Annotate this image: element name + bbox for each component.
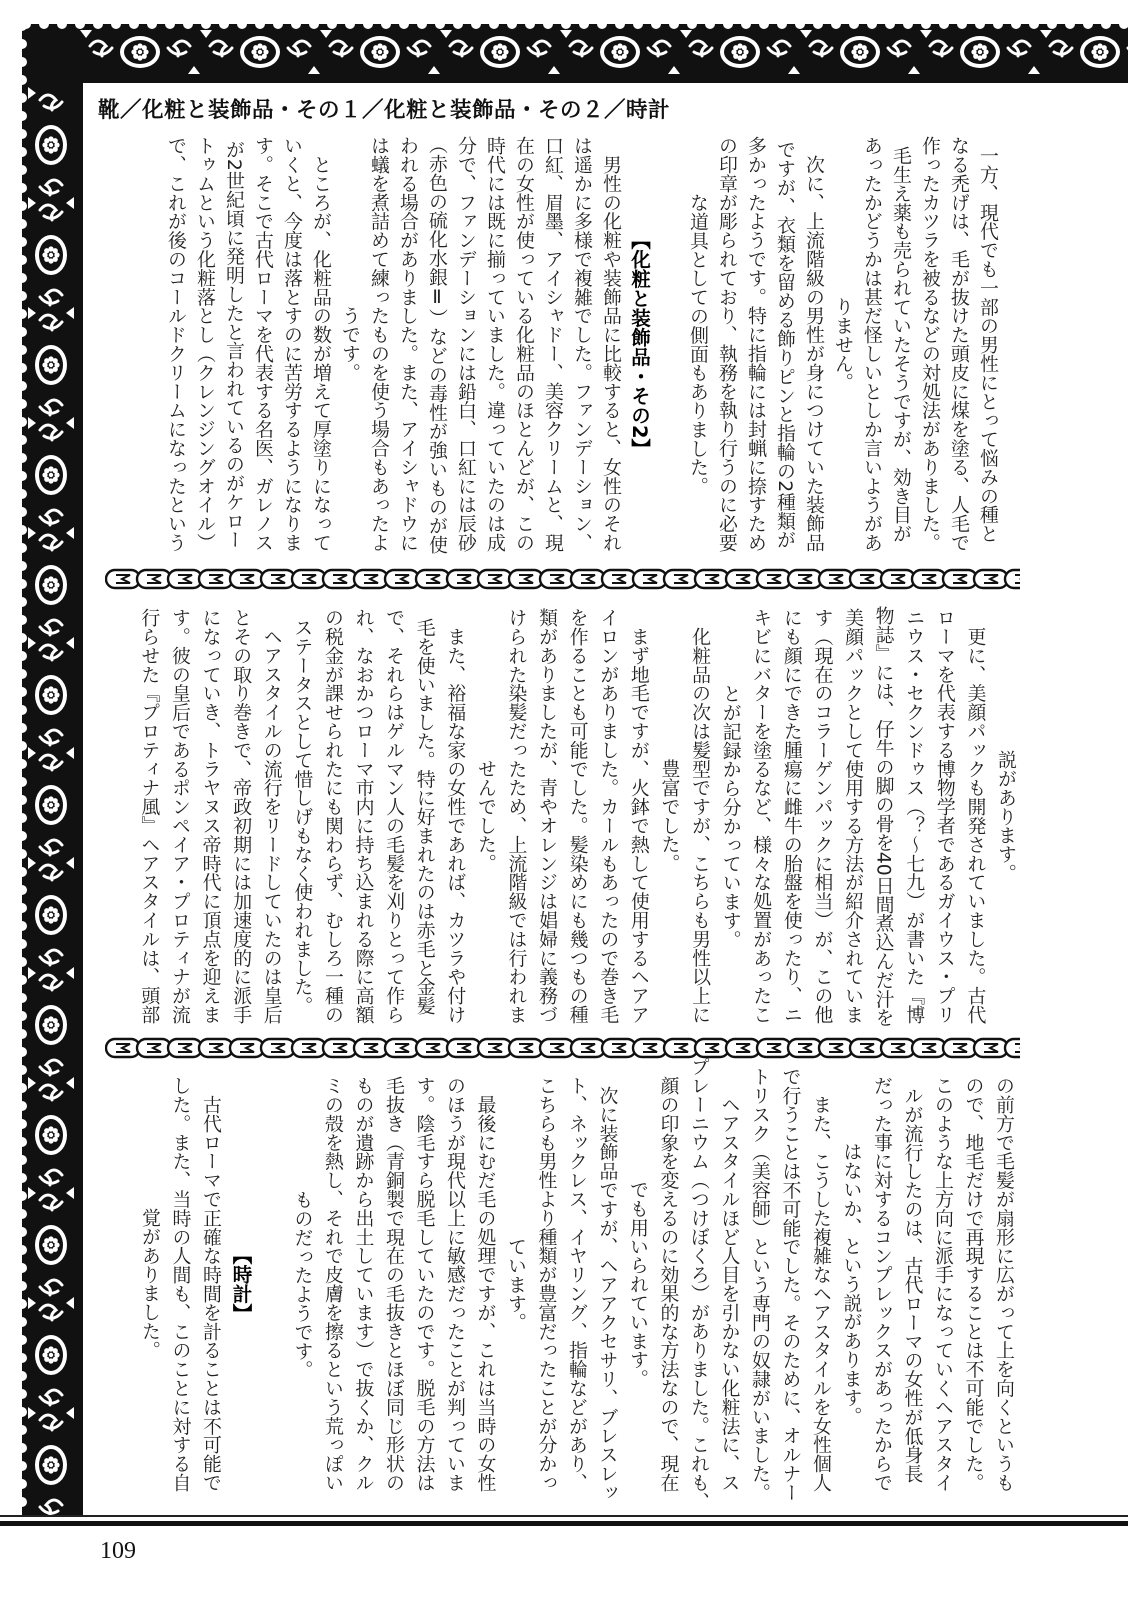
chain-link [912,1039,946,1057]
text-line: （赤色の硫化水銀Ⅱ）などの毒性が強いものが使 [426,134,448,554]
text-line: 美顔パックとして使用する方法が紹介されていま [842,608,865,1024]
chain-divider [105,566,1020,592]
text-line: 多かったようです。特に指輪には封蝋に捺すため [745,136,767,552]
text-line: 作ったカツラを被るなどの対処法がありました。 [919,136,941,552]
chain-link [633,1039,667,1057]
rosette-icon [960,36,1000,68]
footer-rule-thick [0,1521,1128,1526]
rosette-icon [480,36,520,68]
chain-link [602,570,636,588]
text-line: 一方、現代でも一部の男性にとって悩みの種と [977,145,999,543]
text-line: ニウス・セクンドゥス（？～七九）が書いた『博 [903,608,926,1024]
rosette-icon [35,785,67,825]
text-block-top [156,135,997,553]
chain-link [819,570,853,588]
text-line: ローマを代表する博物学者であるガイウス・プリ [933,608,956,1024]
text-line: ヘアスタイルほど人目を引かない化粧法に、ス [718,1076,741,1492]
text-line: で行うことは不可能でした。そのために、オルナー [779,1066,802,1502]
text-line: はないか、という説があります。 [840,1142,863,1426]
text-line: 豊富でした。 [658,759,681,873]
chain-link [416,570,450,588]
rosette-icon [720,36,760,68]
chain-link [106,570,140,588]
chain-link [230,1039,264,1057]
chain-link [230,570,264,588]
chain-link [943,1039,977,1057]
text-line: ので、地毛だけで再現することは不可能でした。 [962,1076,985,1492]
chain-link [323,570,357,588]
text-line: な道具としての側面もありました。 [687,192,709,496]
blank-line [251,1075,282,1493]
chain-link [819,1039,853,1057]
text-line: 毛抜き（青銅製で現在の毛抜きとほぼ同じ形状の [383,1076,405,1492]
text-line: 類がありましたが、青やオレンジは娼婦に義務づ [536,608,559,1024]
chain-link [757,570,791,588]
text-line: ですが、衣類を留める飾りピンと指輪の2種類が [774,139,796,549]
text-line: 次に装飾品ですが、ヘアアクセサリ、ブレスレッ [596,1066,619,1502]
text-line: りません。 [832,296,854,392]
chain-link [323,1039,357,1057]
text-line: いくと、今度は落とすのに苦労するようになりま [281,136,303,552]
text-line: は蟻を煮詰めて練ったものを使う場合もあったよ [368,136,390,552]
text-line: トリスク（美容師）という専門の奴隷がいました。 [749,1066,771,1502]
text-line: プレーニウム（つけぼくろ）がありました。これも、 [688,1057,710,1511]
rosette-icon [35,1225,67,1265]
text-line: だった事に対するコンプレックスがあったからで [871,1076,893,1492]
chain-divider [105,1035,1020,1061]
rosette-icon [35,455,67,495]
chain-link [540,1039,574,1057]
text-line: ています。 [505,1236,527,1332]
text-line: なる禿げは、毛が抜けた頭皮に煤を塗る、人毛で [948,136,970,552]
text-line: 次に、上流階級の男性が身につけていた装飾品 [803,136,825,552]
chain-link [199,570,233,588]
rosette-icon [1080,36,1120,68]
chain-link [540,570,574,588]
rosette-icon [35,1335,67,1375]
text-line: で、それらはゲルマン人の毛髪を刈りとって作ら [383,608,406,1024]
chain-link [571,1039,605,1057]
text-line: 古代ローマで正確な時間を計ることは不可能で [200,1076,222,1492]
rosette-icon [35,1115,67,1155]
text-line: 時代には既に揃っていました。違っていたのは成 [484,136,506,552]
chain-link [447,570,481,588]
text-line: また、裕福な家の女性であれば、カツラや付け [444,608,467,1024]
text-line: でも用いられています。 [627,1180,649,1388]
chain-link [447,1039,481,1057]
blank-line [649,135,678,553]
rosette-icon [35,675,67,715]
chain-link [292,1039,326,1057]
page-title: 靴／化粧と装飾品・その１／化粧と装飾品・その２／時計 [98,98,671,123]
chain-link [664,1039,698,1057]
chain-link [106,1039,140,1057]
chain-link [168,1039,202,1057]
text-line: れ、なおかつローマ市内に持ち込まれる際に高額 [352,608,375,1024]
text-line: す。陰毛すら脱毛していたのです。脱毛の方法は [413,1076,436,1492]
chain-link [1005,570,1020,588]
chain-link [664,570,698,588]
text-line: は遥かに多様で複雑でした。ファンデーション、 [571,136,593,552]
text-line: われる場合がありました。また、アイシャドウに [397,136,419,552]
chain-link [416,1039,450,1057]
chain-link [974,570,1008,588]
text-line: 行らせた『プロティナ風』ヘアスタイルは、頭部 [138,608,161,1024]
text-line: 毛を使いました。特に好まれたのは赤毛と金髪 [413,617,436,1015]
text-line: 更に、美顔パックも開発されていました。古代 [964,608,987,1024]
chain-link [199,1039,233,1057]
chain-link [1005,1039,1020,1057]
text-line: キビにバターを塗るなど、様々な処置があったこ [750,608,773,1024]
section-heading: 【化粧と装飾品・その2】 [628,229,651,459]
rosette-icon [35,1445,67,1485]
text-line: ルが流行したのは、古代ローマの女性が低身長 [901,1085,924,1483]
chain-link [850,1039,884,1057]
chain-link [292,570,326,588]
chain-link [788,1039,822,1057]
chain-link [788,570,822,588]
text-line: こちらも男性より種類が豊富だったことが分かっ [535,1076,558,1492]
chain-link [261,570,295,588]
footer-rule-thin [0,1515,1128,1517]
text-line: す（現在のコラーゲンパックに相当）が、この他 [811,608,834,1024]
text-line: トゥムという化粧落とし（クレンジングオイル） [194,136,216,552]
rosette-icon [35,565,67,605]
text-line: のほうが現代以上に敏感だったことが判っていま [444,1076,466,1492]
chain-link [478,1039,512,1057]
chain-link [726,570,760,588]
chain-link [974,1039,1008,1057]
text-line: が2世紀頃に発明したと言われているのがケロー [223,139,245,549]
text-block-bottom [129,1057,1015,1511]
rosette-icon [35,235,67,275]
chain-link [509,1039,543,1057]
text-line: とその取り巻きで、帝政初期には加速度的に派手 [230,608,253,1024]
text-line: イロンがありました。カールもあったので巻き毛 [597,608,620,1024]
chain-link [509,570,543,588]
text-block-middle [128,607,1015,1025]
text-line: 男性の化粧や装飾品に比較すると、女性のそれ [600,136,622,552]
text-line: を作ることも可能でした。髪染めにも幾つもの種 [566,608,589,1024]
text-line: とが記録から分かっています。 [719,683,742,949]
text-line: ところが、化粧品の数が増えて厚塗りになって [310,136,332,552]
text-line: 在の女性が使っている化粧品のほとんどが、この [513,136,535,552]
chain-link [602,1039,636,1057]
text-line: 物誌』には、仔牛の脚の骨を40日間煮込んだ汁を [872,605,895,1027]
rosette-icon [360,36,400,68]
rosette-icon [120,36,160,68]
rosette-icon [35,895,67,935]
text-line: の税金が課せられたにも関わらず、むしろ一種の [321,608,344,1024]
text-line: した。また、当時の人間も、このことに対する自 [169,1076,192,1492]
text-line: にも顔にできた腫瘍に雌牛の胎盤を使ったり、ニ [780,608,803,1024]
text-line: 化粧品の次は髪型ですが、こちらも男性以上に [689,608,712,1024]
chain-link [137,570,171,588]
text-line: 最後にむだ毛の処理ですが、これは当時の女性 [474,1076,497,1492]
chain-link [943,570,977,588]
chain-link [261,1039,295,1057]
chain-link [168,570,202,588]
text-line: 毛生え薬も売られていたそうですが、効き目が [890,145,912,543]
chain-link [757,1039,791,1057]
chain-link [695,1039,729,1057]
rosette-icon [35,1005,67,1045]
text-line: になっていき、トラヤヌス帝時代に頂点を迎えま [199,608,222,1024]
text-line: ヘアスタイルの流行をリードしていたのは皇后 [260,608,283,1024]
chain-link [478,570,512,588]
rosette-icon [240,36,280,68]
chain-link [695,570,729,588]
chain-link [385,1039,419,1057]
text-line: ものが遺跡から出土しています）で抜くか、クル [352,1076,375,1492]
text-line: あったかどうかは甚だ怪しいとしか言いようがあ [861,136,883,552]
text-line: で、これが後のコールドクリームになったという [165,136,187,552]
rosette-icon [35,345,67,385]
chain-link [726,1039,760,1057]
text-line: このような上方向に派手になっていくヘアスタイ [932,1076,954,1492]
text-line: 覚がありました。 [139,1208,161,1360]
text-line: ステータスとして惜しげもなく使われました。 [291,617,314,1015]
text-line: の印章が彫られており、執務を執り行うのに必要 [716,136,738,552]
text-line: まず地毛ですが、火鉢で熱して使用するヘアア [627,608,650,1024]
text-line: 顔の印象を変えるのに効果的な方法なので、現在 [657,1076,680,1492]
chain-link [881,570,915,588]
text-line: ミの殻を熱し、それで皮膚を擦るという荒っぽい [322,1076,344,1492]
rosette-icon [840,36,880,68]
rosette-icon [35,125,67,165]
text-line: けられた染髪だったため、上流階級では行われま [505,608,528,1024]
section-heading: 【時計】 [229,1245,253,1323]
rosette-icon [600,36,640,68]
text-line: 分で、ファンデーションには鉛白、口紅には辰砂 [455,136,477,552]
text-line: せんでした。 [474,759,497,873]
chain-link [850,570,884,588]
text-line: す。彼の皇后であるポンペイア・プロティナが流 [168,608,191,1024]
page-number: 109 [100,1538,136,1564]
chain-link [354,1039,388,1057]
text-line: す。そこで古代ローマを代表する名医、ガレノス [252,136,274,552]
chain-link [881,1039,915,1057]
chain-link [354,570,388,588]
chain-link [633,570,667,588]
chain-link [912,570,946,588]
chain-link [385,570,419,588]
text-line: 口紅、眉墨、アイシャドー、美容クリームと、現 [542,136,564,552]
text-line: 説があります。 [995,749,1017,883]
text-line: うです。 [339,306,361,382]
text-line: ものだったようです。 [291,1189,314,1379]
text-line: の前方で毛髪が扇形に広がって上を向くというも [993,1076,1015,1492]
chain-link [137,1039,171,1057]
text-line: ト、ネックレス、イヤリング、指輪などがあり、 [566,1076,588,1492]
text-line: また、こうした複雑なヘアスタイルを女性個人 [810,1076,832,1492]
chain-link [571,570,605,588]
